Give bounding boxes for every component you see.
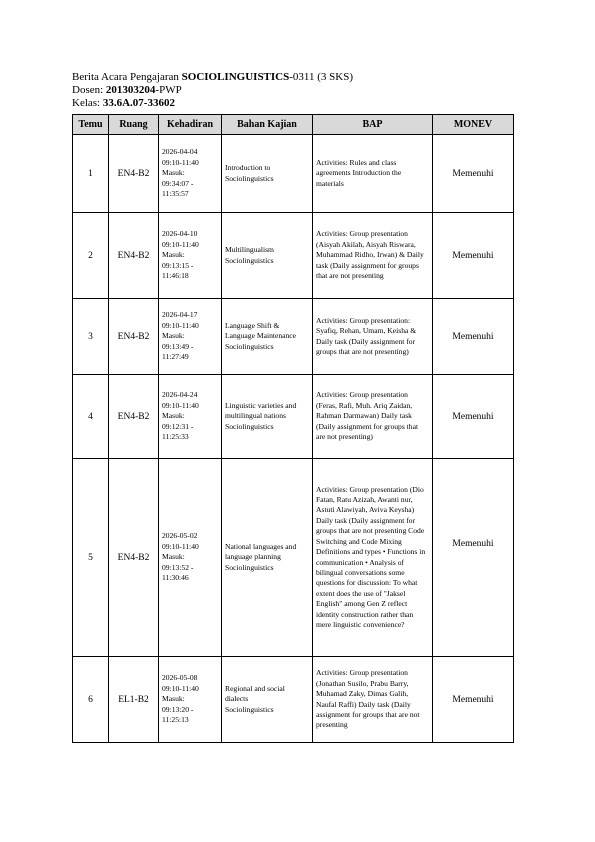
attendance [159,375,222,459]
study-material: Regional and social dialects Sociolinguistics [222,657,313,743]
column-header-monev: MONEV [433,115,514,135]
bap-table [72,114,514,743]
course-line [72,71,532,84]
attendance-date: 2026-04-24 [162,390,198,400]
attendance-masuk: 09:13:15 - 11:46:18 [162,260,194,281]
attendance-masuk: 09:13:20 - 11:25:13 [162,704,194,725]
table-row [73,375,514,459]
meeting-number: 5 [73,459,109,657]
study-material: Language Shift & Language Maintenance Sociolinguistics [222,299,313,375]
attendance-masuk: 09:13:52 - 11:30:46 [162,562,194,583]
lecturer-suffix: -PWP [155,84,182,96]
attendance-masuk-label: Masuk: [162,250,185,260]
monev-status: Memenuhi [433,299,514,375]
meeting-number: 4 [73,375,109,459]
attendance [159,657,222,743]
meeting-number: 3 [73,299,109,375]
attendance-masuk-label: Masuk: [162,168,185,178]
bap-activities: Activities: Rules and class agreements Introduction the materials [313,135,433,213]
attendance-date: 2026-05-08 [162,673,198,683]
attendance-date: 2026-04-17 [162,310,198,320]
attendance-time: 09:10-11:40 [162,157,199,167]
room: EN4-B2 [109,299,159,375]
monev-status: Memenuhi [433,657,514,743]
column-header-bap: BAP [313,115,433,135]
attendance-time: 09:10-11:40 [162,400,199,410]
room: EL1-B2 [109,657,159,743]
attendance [159,459,222,657]
attendance-masuk-label: Masuk: [162,331,185,341]
table-header-row [73,115,514,135]
room: EN4-B2 [109,459,159,657]
course-code: -0311 (3 SKS) [289,71,353,83]
monev-status: Memenuhi [433,213,514,299]
attendance-masuk: 09:34:07 - 11:35:57 [162,178,194,199]
column-header-bahan-kajian: Bahan Kajian [222,115,313,135]
table-row [73,135,514,213]
bap-activities: Activities: Group presentation (Feras, Rafi, Muh. Ariq Zaidan, Rahman Darmawan) Daily task (Daily assignment for groups that are not presenting) [313,375,433,459]
lecturer-line [72,84,532,97]
study-material: National languages and language planning Sociolinguistics [222,459,313,657]
study-material: Linguistic varieties and multilingual nations Sociolinguistics [222,375,313,459]
attendance-masuk-label: Masuk: [162,552,185,562]
attendance-time: 09:10-11:40 [162,320,199,330]
meeting-number: 2 [73,213,109,299]
study-material: Multilingualism Sociolinguistics [222,213,313,299]
table-row [73,459,514,657]
table-row [73,299,514,375]
column-header-kehadiran: Kehadiran [159,115,222,135]
attendance-masuk-label: Masuk: [162,411,185,421]
meeting-number: 6 [73,657,109,743]
attendance-masuk: 09:13:49 - 11:27:49 [162,341,194,362]
course-name: SOCIOLINGUISTICS [181,71,290,83]
class-line [72,97,532,110]
column-header-temu: Temu [73,115,109,135]
monev-status: Memenuhi [433,135,514,213]
attendance [159,299,222,375]
class-code: 33.6A.07-33602 [102,97,175,109]
monev-status: Memenuhi [433,375,514,459]
document-header [72,71,532,110]
room: EN4-B2 [109,135,159,213]
attendance [159,135,222,213]
room: EN4-B2 [109,375,159,459]
bap-activities: Activities: Group presentation (Dio Fatan, Ratu Azizah, Awanti nur, Astuti Alawiyah, Aviva Keysha) Daily task (Daily assignment for groups that are not presenting Code Switching and Code Mixing Definitions and types • Functions in communication • Analysis of bilingual conversations some questions for discussion: To what extent does the use of "Jaksel English" among Gen Z reflect identity construction rather than mere linguistic convenience? [313,459,433,657]
attendance-masuk: 09:12:31 - 11:25:33 [162,421,194,442]
class-label: Kelas: [72,97,103,109]
bap-activities: Activities: Group presentation: Syafiq, Rehan, Umam, Keisha & Daily task (Daily assignment for groups that are not presenting) [313,299,433,375]
course-title-prefix: Berita Acara Pengajaran [72,71,182,83]
bap-activities: Activities: Group presentation (Aisyah Akilah, Aisyah Riswara, Muhammad Ridho, Irwan) & Daily task (Daily assignment for groups that are not presenting [313,213,433,299]
table-row [73,213,514,299]
table-row [73,657,514,743]
attendance-date: 2026-05-02 [162,531,198,541]
attendance-time: 09:10-11:40 [162,683,199,693]
lecturer-label: Dosen: [72,84,106,96]
attendance-date: 2026-04-04 [162,147,198,157]
lecturer-id: 201303204 [105,84,156,96]
study-material: Introduction to Sociolinguistics [222,135,313,213]
monev-status: Memenuhi [433,459,514,657]
bap-activities: Activities: Group presentation (Jonathan Susilo, Prabu Barry, Muhamad Zaky, Dimas Galih, Naufal Raffi) Daily task (Daily assignment for groups that are not presenting [313,657,433,743]
attendance-masuk-label: Masuk: [162,694,185,704]
column-header-ruang: Ruang [109,115,159,135]
meeting-number: 1 [73,135,109,213]
attendance-date: 2026-04-10 [162,229,198,239]
room: EN4-B2 [109,213,159,299]
attendance-time: 09:10-11:40 [162,239,199,249]
attendance [159,213,222,299]
attendance-time: 09:10-11:40 [162,541,199,551]
